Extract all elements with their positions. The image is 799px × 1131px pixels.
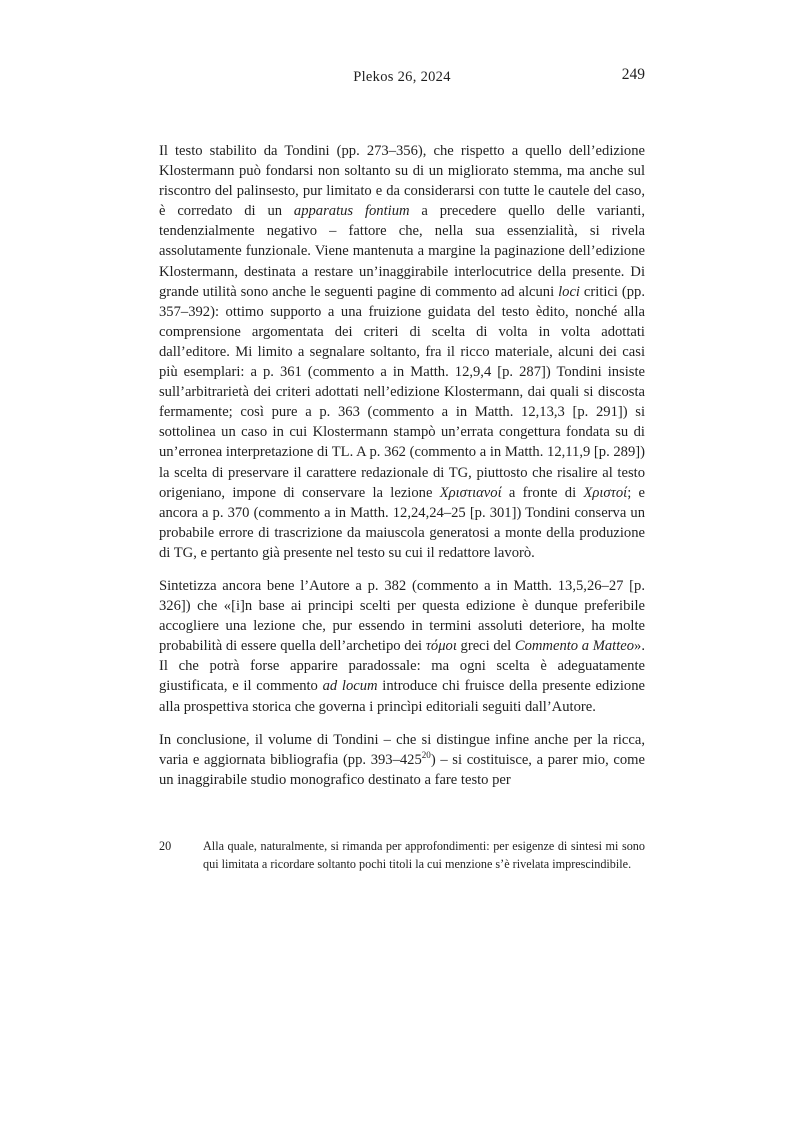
text-run: Sintetizza ancora bene l’Autore a p. 382 (commento a in Matth. 13,5,26–27 [p. 326]) che «[i]n base ai principi scelti per questa edizione è dunque preferibile accogliere una lezione che, pur essendo in termini assoluti deteriore, ha molte probabilità di essere quella dell’archetipo dei — [159, 577, 645, 655]
text-run: greci del — [456, 638, 515, 655]
footnote-number: 20 — [159, 839, 172, 853]
text-run: a precedere quello delle varianti, tendenzialmente negativo – fattore che, nella sua essenzialità, si rivela assolutamente funzionale. Viene mantenuta a margine la paginazione dell’edizione Klostermann, destinata a restare un’inaggirabile interlocutrice della presente. Di grande utilità sono anche le seguenti pagine di commento ad alcuni — [159, 203, 646, 300]
paragraph — [159, 576, 645, 717]
text-run: ». Il che potrà forse apparire paradossale: ma ogni scelta è adeguatamente giustificata, e il commento — [159, 638, 645, 695]
paragraph — [159, 141, 645, 563]
italic-text-run: Χριστιανοί — [439, 484, 502, 501]
italic-text-run: Commento a Matteo — [514, 638, 635, 655]
italic-text-run: loci — [558, 283, 580, 300]
paragraph — [159, 730, 645, 790]
page-number: 249 — [621, 66, 645, 83]
text-run: critici (pp. 357–392): ottimo supporto a una fruizione guidata del testo èdito, nonché alla comprensione argomentata dei criteri di scelta di volta in volta adottati dall’editore. Mi limito a segnalare soltanto, fra il ricco materiale, alcuni dei casi più esemplari: a p. 361 (commento a in Matth. 12,9,4 [p. 287]) Tondini insiste sull’arbitrarietà dei criteri adottati nell’edizione Klostermann, dai quali si discosta fermamente; così pure a p. 363 (commento a in Matth. 12,13,3 [p. 291]) si sottolinea un caso in cui Klostermann stampò un’errata congettura fondata su di un’erronea interpretazione di TL. A p. 362 (commento a in Matth. 12,11,9 [p. 289]) la scelta di preservare il carattere redazionale di TG, piuttosto che risalire al testo origeniano, impone di conservare la lezione — [159, 283, 645, 501]
text-run: In conclusione, il volume di Tondini – che si distingue infine anche per la ricca, varia e aggiornata bibliografia (pp. 393–425 — [159, 731, 645, 768]
text-run: Il testo stabilito da Tondini (pp. 273–356), che rispetto a quello dell’edizione Klostermann può fondarsi non soltanto su di un migliorato stemma, ma anche sul riscontro del palinsesto, pur limitato e da considerarsi con tutte le cautele del caso, è corredato di un — [159, 143, 645, 220]
footnote-reference: 20 — [421, 749, 431, 760]
footnote — [159, 838, 645, 873]
text-run: ) – si costituisce, a parer mio, come un inaggirabile studio monografico destinato a fare testo per — [159, 751, 645, 788]
italic-text-run: ad locum — [322, 678, 378, 695]
journal-title: Plekos 26, 2024 — [353, 69, 451, 85]
page-header — [159, 66, 645, 91]
italic-text-run: apparatus fontium — [293, 203, 410, 220]
text-run: ; e ancora a p. 370 (commento a in Matth. 12,24,24–25 [p. 301]) Tondini conserva un probabile errore di trascrizione da maiuscola generatosi a monte della produzione di TG, e pertanto già presente nel testo su cui il redattore lavorò. — [159, 484, 645, 561]
body-text — [159, 141, 645, 790]
text-run: introduce chi fruisce della presente edizione alla prospettiva storica che governa i princìpi editoriali seguiti dall’Autore. — [159, 678, 645, 715]
text-run: a fronte di — [501, 484, 584, 501]
italic-text-run: τόμοι — [425, 638, 457, 655]
footnote-text: Alla quale, naturalmente, si rimanda per approfondimenti: per esigenze di sintesi mi sono qui limitata a ricordare soltanto pochi titoli la cui menzione s’è rivelata imprescindibile. — [203, 839, 645, 871]
italic-text-run: Χριστοί — [583, 484, 628, 501]
